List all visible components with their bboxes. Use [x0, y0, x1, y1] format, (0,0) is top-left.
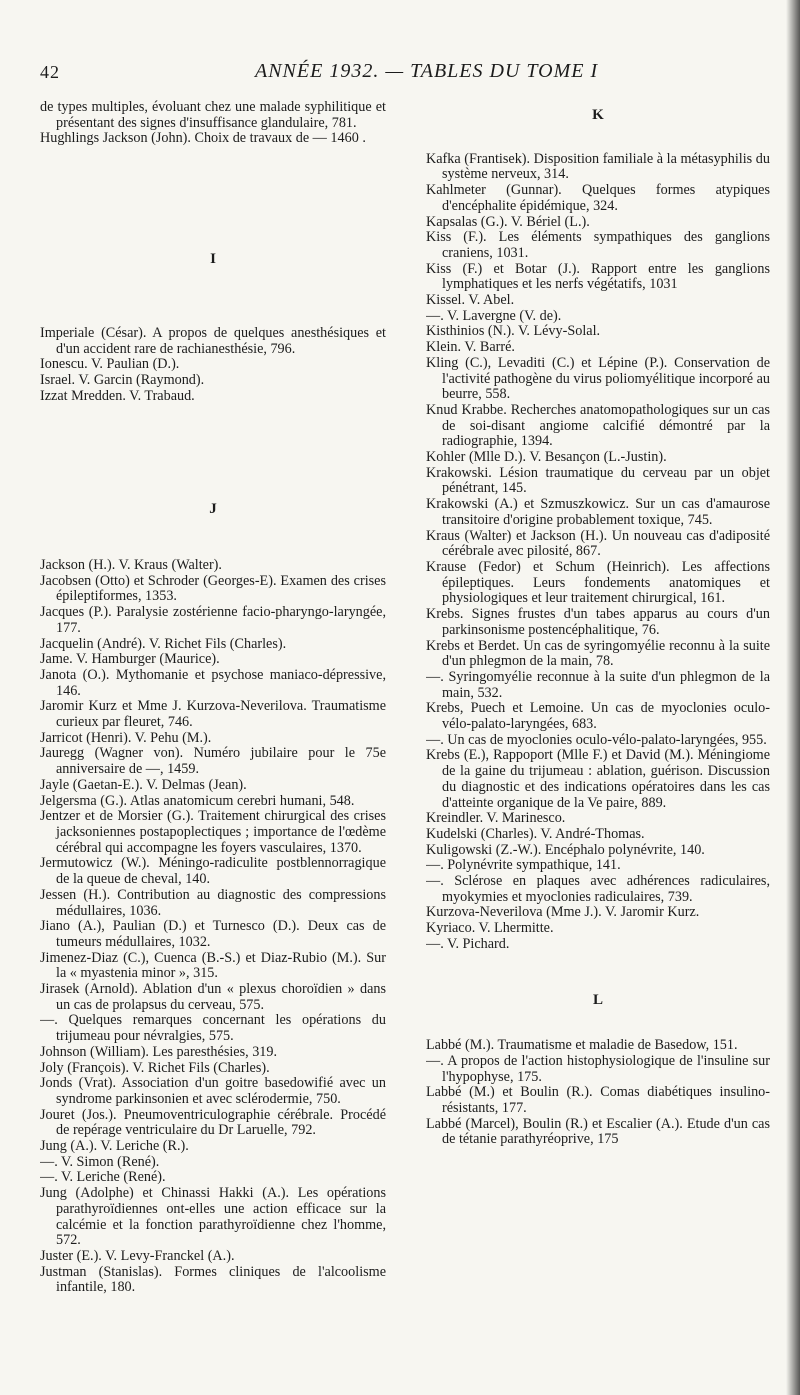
index-entry: Jackson (H.). V. Kraus (Walter). [40, 557, 222, 574]
index-entry: Izzat Mredden. V. Trabaud. [40, 387, 195, 404]
index-entry: Jelgersma (G.). Atlas anatomicum cerebri humani, 548. [40, 792, 355, 809]
index-entry: Jessen (H.). Contribution au diagnostic des compressions médullaires, 1036. [40, 886, 386, 919]
index-entry: Kiss (F.). Les éléments sympathiques des ganglions craniens, 1031. [426, 229, 770, 261]
index-entry: Kudelski (Charles). V. André-Thomas. [426, 825, 645, 842]
right-index-column [426, 100, 770, 1380]
index-entry: Jung (A.). V. Leriche (R.). [40, 1138, 189, 1155]
index-entry: Jonds (Vrat). Association d'un goitre basedowifié avec un syndrome parkinsonien et avec sclérodermie, 750. [40, 1075, 386, 1107]
index-entry: Krebs (E.), Rappoport (Mlle F.) et David (M.). Méningiome de la gaine du trijumeau : ablation, guérison. Discussion du diagnostic et des indications opératoires dans les cas d'atteinte organique de la Ve paire, 889. [426, 747, 770, 811]
index-entry: Jacobsen (Otto) et Schroder (Georges-E). Examen des crises épileptiformes, 1353. [40, 572, 386, 605]
index-entry: Juster (E.). V. Levy-Franckel (A.). [40, 1247, 235, 1264]
section-letter-j: J [209, 501, 217, 518]
index-entry: Labbé (Marcel), Boulin (R.) et Escalier (A.). Etude d'un cas de tétanie parathyréoprive, 175 [426, 1115, 770, 1148]
index-entry: Jarricot (Henri). V. Pehu (M.). [40, 729, 212, 746]
index-entry: Krakowski (A.) et Szmuszkowicz. Sur un cas d'amaurose transitoire d'origine probablement toxique, 745. [426, 496, 770, 528]
index-entry: —. Quelques remarques concernant les opérations du trijumeau pour névralgies, 575. [40, 1012, 386, 1045]
index-entry: Kohler (Mlle D.). V. Besançon (L.-Justin). [426, 449, 667, 466]
binding-gutter-shadow [786, 0, 800, 1395]
index-entry: Jirasek (Arnold). Ablation d'un « plexus choroïdien » dans un cas de prolapsus du cerveau, 575. [40, 981, 386, 1013]
section-letter-i: I [210, 251, 216, 268]
index-entry: Johnson (William). Les paresthésies, 319. [40, 1043, 278, 1060]
index-entry: —. V. Lavergne (V. de). [426, 307, 562, 324]
running-header [0, 58, 800, 88]
index-entry: Labbé (M.) et Boulin (R.). Comas diabétiques insulino-résistants, 177. [426, 1084, 770, 1117]
index-entry: —. Polynévrite sympathique, 141. [426, 857, 621, 874]
index-entry: Jauregg (Wagner von). Numéro jubilaire pour le 75e anniversaire de —, 1459. [40, 745, 386, 778]
index-entry: Imperiale (César). A propos de quelques anesthésiques et d'un accident rare de rachianesthésie, 796. [40, 324, 386, 357]
index-entry: —. V. Simon (René). [40, 1153, 160, 1170]
page-number: 42 [40, 62, 60, 82]
left-index-column [40, 100, 386, 1380]
index-entry: Kraus (Walter) et Jackson (H.). Un nouveau cas d'adiposité cérébrale avec pilosité, 867. [426, 527, 770, 560]
index-entry: Kapsalas (G.). V. Bériel (L.). [426, 213, 590, 230]
index-entry: Jacques (P.). Paralysie zostérienne facio-pharyngo-laryngée, 177. [40, 604, 386, 636]
index-entry: —. V. Leriche (René). [40, 1169, 166, 1186]
running-title: ANNÉE 1932. — TABLES DU TOME I [255, 60, 599, 82]
section-letter-l: L [592, 991, 603, 1008]
index-entry: Jaromir Kurz et Mme J. Kurzova-Neverilova. Traumatisme curieux par fleuret, 746. [40, 698, 386, 731]
index-entry: Labbé (M.). Traumatisme et maladie de Basedow, 151. [426, 1037, 738, 1054]
index-entry: Justman (Stanislas). Formes cliniques de l'alcoolisme infantile, 180. [40, 1263, 386, 1296]
index-entry: —. Syringomyélie reconnue à la suite d'un phlegmon de la main, 532. [426, 668, 770, 701]
index-entry: Jouret (Jos.). Pneumoventriculographie cérébrale. Procédé de repérage ventriculaire du Dr Laruelle, 792. [40, 1106, 386, 1139]
index-entry: Jentzer et de Morsier (G.). Traitement chirurgical des crises jacksoniennes postapoplectiques ; importance de l'œdème cérébral qui accompagne les foyers vasculaires, 1370. [40, 808, 386, 856]
index-entry: Kisthinios (N.). V. Lévy-Solal. [426, 323, 601, 340]
index-entry: Ionescu. V. Paulian (D.). [40, 356, 180, 373]
index-entry: Kiss (F.) et Botar (J.). Rapport entre les ganglions lymphatiques et les nerfs végétatifs, 1031 [426, 260, 770, 293]
index-entry: Jung (Adolphe) et Chinassi Hakki (A.). Les opérations parathyroïdiennes ont-elles une action efficace sur la calcémie et la fonction parathyroïdienne chez l'homme, 572. [40, 1185, 386, 1249]
index-entry: de types multiples, évoluant chez une malade syphilitique et présentant des signes d'insuffisance glandulaire, 781. [40, 100, 386, 131]
index-entry: Krause (Fedor) et Schum (Heinrich). Les affections épileptiques. Leurs fondements anatomiques et physiologiques et leur traitement chirurgical, 161. [426, 558, 770, 607]
index-entry: —. Sclérose en plaques avec adhérences radiculaires, myokymies et myoclonies radiculaires, 739. [426, 873, 770, 905]
index-entry: Kling (C.), Levaditi (C.) et Lépine (P.). Conservation de l'activité pathogène du virus poliomyélitique incorporé au beurre, 558. [426, 354, 770, 403]
index-entry: Jimenez-Diaz (C.), Cuenca (B.-S.) et Diaz-Rubio (M.). Sur la « myastenia minor », 315. [40, 949, 386, 982]
index-entry: Kurzova-Neverilova (Mme J.). V. Jaromir Kurz. [426, 904, 700, 921]
index-entry: —. Un cas de myoclonies oculo-vélo-palato-laryngées, 955. [426, 731, 767, 748]
index-entry: Jiano (A.), Paulian (D.) et Turnesco (D.). Deux cas de tumeurs médullaires, 1032. [40, 918, 386, 950]
index-entry: —. A propos de l'action histophysiologique de l'insuline sur l'hypophyse, 175. [426, 1052, 770, 1085]
index-entry: Jermutowicz (W.). Méningo-radiculite postblennorragique de la queue de cheval, 140. [40, 855, 386, 888]
index-entry: Kissel. V. Abel. [426, 292, 515, 309]
index-entry: Kafka (Frantisek). Disposition familiale à la métasyphilis du système nerveux, 314. [426, 150, 770, 183]
index-entry: Hughlings Jackson (John). Choix de travaux de — 1460 . [40, 130, 366, 147]
index-entry: Kyriaco. V. Lhermitte. [426, 920, 554, 937]
index-entry: Kahlmeter (Gunnar). Quelques formes atypiques d'encéphalite épidémique, 324. [426, 182, 770, 214]
index-entry: Klein. V. Barré. [426, 339, 515, 356]
index-entry: Krebs et Berdet. Un cas de syringomyélie reconnu à la suite d'un phlegmon de la main, 78. [426, 637, 770, 670]
section-letter-k: K [592, 107, 604, 123]
index-entry: Krakowski. Lésion traumatique du cerveau par un objet pénétrant, 145. [426, 464, 770, 497]
index-entry: Kuligowski (Z.-W.). Encéphalo polynévrite, 140. [426, 841, 705, 858]
index-entry: Jayle (Gaetan-E.). V. Delmas (Jean). [40, 776, 247, 793]
index-entry: Joly (François). V. Richet Fils (Charles). [40, 1059, 270, 1076]
index-entry: Krebs. Signes frustes d'un tabes apparus au cours d'un parkinsonisme postencéphalitique, 76. [426, 606, 770, 638]
index-entry: Kreindler. V. Marinesco. [426, 810, 566, 827]
index-entry: Krebs, Puech et Lemoine. Un cas de myoclonies oculo-vélo-palato-laryngées, 683. [426, 700, 770, 733]
index-entry: Jacquelin (André). V. Richet Fils (Charles). [40, 635, 287, 652]
index-entry: Janota (O.). Mythomanie et psychose maniaco-dépressive, 146. [40, 666, 386, 699]
index-entry: Israel. V. Garcin (Raymond). [40, 371, 205, 388]
index-entry: Jame. V. Hamburger (Maurice). [40, 651, 220, 668]
index-entry: —. V. Pichard. [426, 935, 510, 952]
index-entry: Knud Krabbe. Recherches anatomopathologiques sur un cas de soi-disant angiome calcifié démontré par la radiographie, 1394. [426, 401, 770, 450]
